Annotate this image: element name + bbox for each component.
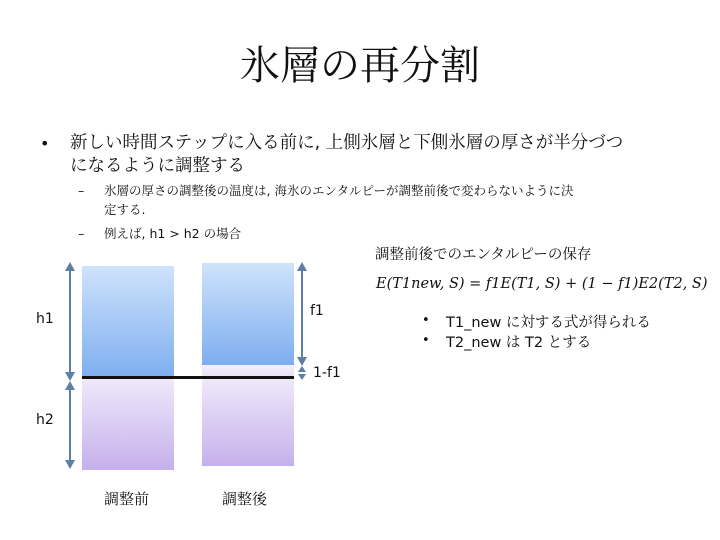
sub-bullet-1-line-1: 氷層の厚さの調整後の温度は, 海氷のエンタルピーが調整前後で変わらないように決 — [104, 183, 574, 198]
after-upper-layer — [202, 263, 294, 365]
caption-before: 調整前 — [104, 490, 150, 508]
enthalpy-heading: 調整前後でのエンタルピーの保存 — [375, 247, 592, 263]
label-h2: h2 — [36, 412, 54, 428]
bullet-dot: • — [422, 313, 430, 328]
slide-title: 氷層の再分割 — [240, 43, 480, 89]
bullet-dot: • — [40, 134, 50, 153]
before-lower-layer — [82, 378, 174, 470]
sub-bullet-dash: – — [78, 183, 85, 198]
label-h1: h1 — [36, 311, 54, 327]
bullet-1-line-1: 新しい時間ステップに入る前に, 上側氷層と下側氷層の厚さが半分づつ — [70, 133, 624, 153]
right-bullet-2: T2_new は T2 とする — [446, 335, 592, 351]
right-bullet-1: T1_new に対する式が得られる — [446, 315, 651, 331]
sub-bullet-dash: – — [78, 226, 85, 241]
sub-bullet-2: 例えば, h1 > h2 の場合 — [104, 226, 242, 241]
label-one-minus-f1: 1-f1 — [313, 365, 341, 381]
bullet-1-line-2: になるように調整する — [70, 156, 245, 176]
label-f1: f1 — [310, 303, 324, 319]
caption-after: 調整後 — [222, 490, 268, 508]
thickness-arrows-left — [62, 262, 78, 472]
fraction-arrows-right — [294, 262, 310, 384]
layer-divider-line — [82, 376, 294, 379]
bullet-dot: • — [422, 333, 430, 348]
enthalpy-equation: E(T1new, S) = f1E(T1, S) + (1 − f1)E2(T2, S) — [376, 276, 708, 292]
after-lower-layer — [202, 378, 294, 466]
before-upper-layer — [82, 266, 174, 378]
sub-bullet-1-line-2: 定する. — [104, 202, 146, 217]
